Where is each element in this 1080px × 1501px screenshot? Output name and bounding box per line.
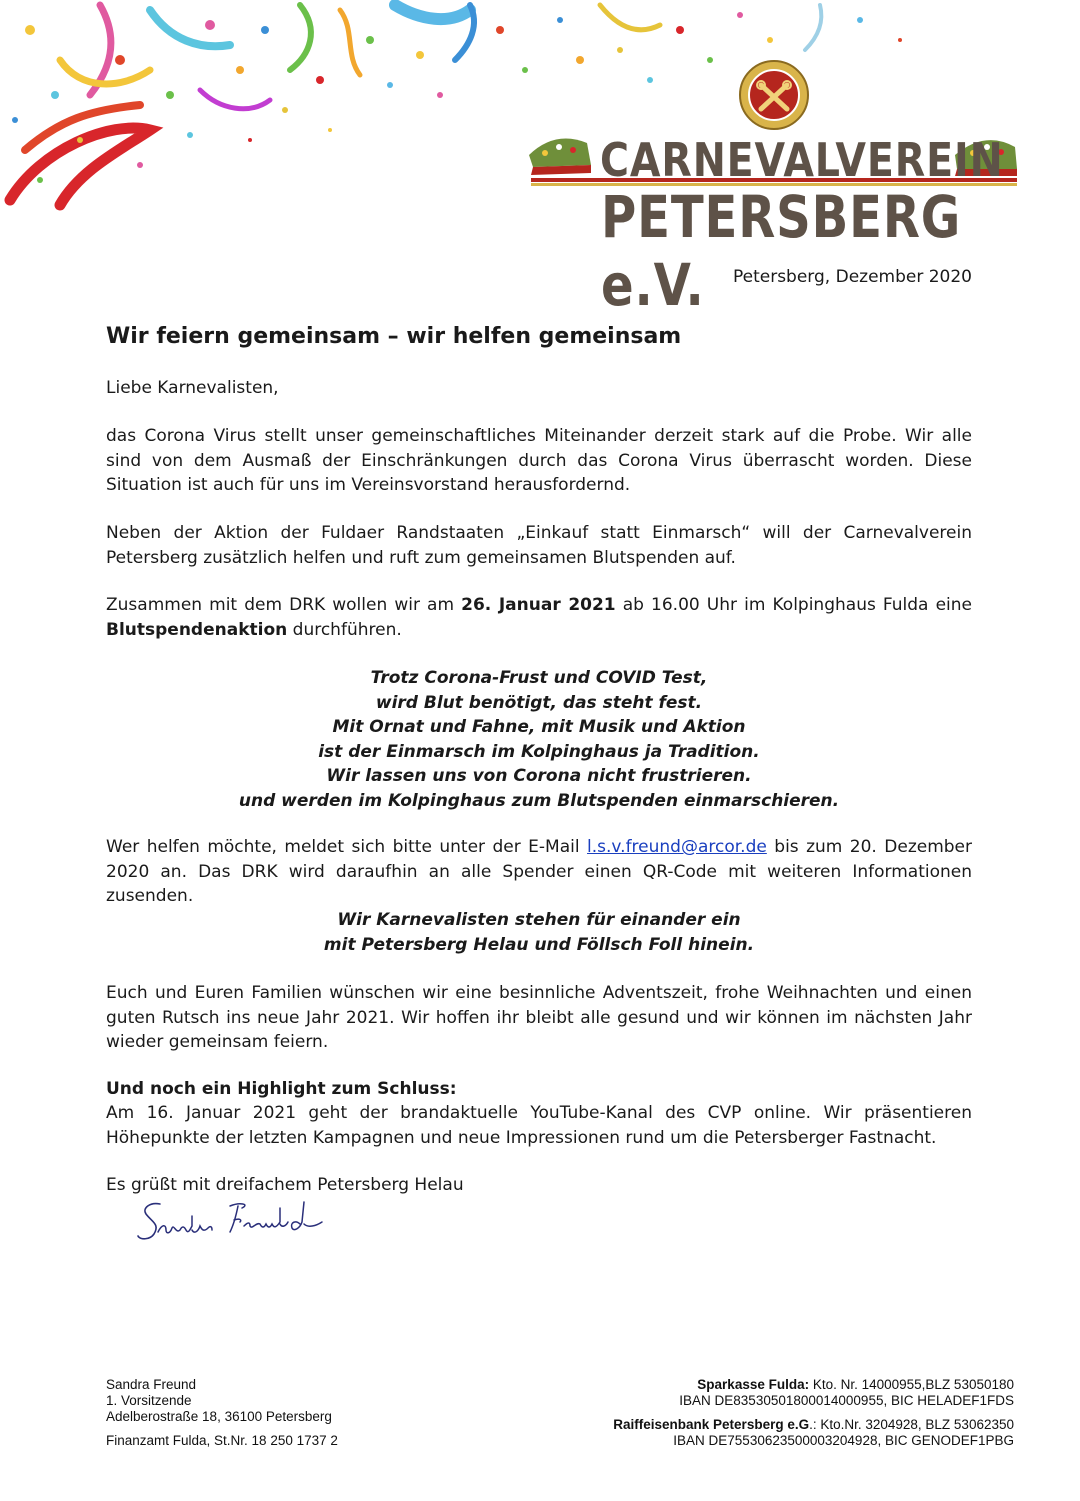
text-span: durchführen. — [287, 619, 402, 640]
highlight-heading-text: Und noch ein Highlight zum Schluss: — [106, 1079, 457, 1099]
bank2-name: Raiffeisenbank Petersberg e.G — [613, 1417, 810, 1432]
footer-contact — [106, 1377, 338, 1449]
event-name: Blutspendenaktion — [106, 619, 288, 640]
poem-line: und werden im Kolpinghaus zum Blutspenden einmarschieren. — [238, 790, 840, 811]
closing: Es grüßt mit dreifachem Petersberg Helau — [106, 1175, 464, 1195]
paragraph-signup — [106, 835, 972, 909]
paragraph-youtube: Am 16. Januar 2021 geht der brandaktuelle YouTube-Kanal des CVP online. Wir präsentieren Höhepunkte der letzten Kampagnen und neue Impressionen rund um die Petersberger Fastnacht. — [106, 1103, 972, 1148]
poem-line: Wir Karnevalisten stehen für einander ein — [337, 910, 741, 930]
poem-line: ist der Einmarsch im Kolpinghaus ja Tradition. — [318, 741, 760, 762]
bank1-details: Kto. Nr. 14000955,BLZ 53050180 — [809, 1377, 1014, 1392]
greeting: Liebe Karnevalisten, — [106, 378, 279, 398]
bank2-line — [613, 1417, 1014, 1433]
letter-title: Wir feiern gemeinsam – wir helfen gemeinsam — [106, 324, 682, 349]
poem-line: wird Blut benötigt, das steht fest. — [375, 692, 703, 713]
poem-1 — [106, 666, 972, 813]
logo-line-2: PETERSBERG e.V. — [601, 183, 962, 319]
bank2-details: .: Kto.Nr. 3204928, BLZ 53062350 — [809, 1417, 1014, 1432]
footer-address: Adelberostraße 18, 36100 Petersberg — [106, 1409, 332, 1424]
paragraph-blood-drive — [106, 593, 972, 642]
spacer — [613, 1409, 1014, 1417]
poem-line: mit Petersberg Helau und Föllsch Foll hinein. — [323, 934, 755, 955]
poem-2 — [106, 908, 972, 957]
text-span: bis zum 20. Dezember 2020 an. Das DRK wird daraufhin an alle Spender einen QR-Code mit weiteren Informationen zusenden. — [106, 837, 973, 906]
text-span: Zusammen mit dem DRK wollen wir am — [106, 595, 462, 615]
text-span: Wer helfen möchte, meldet sich bitte unter der E-Mail — [106, 837, 588, 857]
bank1-iban: IBAN DE83530501800014000955, BIC HELADEF1FDS — [679, 1393, 1014, 1408]
footer-tax: Finanzamt Fulda, St.Nr. 18 250 1737 2 — [106, 1433, 338, 1448]
letter-date: Petersberg, Dezember 2020 — [732, 267, 972, 287]
bank1-line — [613, 1377, 1014, 1393]
email-link[interactable]: l.s.v.freund@arcor.de — [587, 837, 767, 857]
event-date: 26. Januar 2021 — [461, 595, 616, 615]
text-span: ab 16.00 Uhr im Kolpinghaus Fulda eine — [615, 595, 972, 615]
poem-line: Trotz Corona-Frust und COVID Test, — [370, 668, 708, 688]
poem-line: Mit Ornat und Fahne, mit Musik und Aktion — [332, 717, 746, 737]
spacer — [106, 1425, 338, 1433]
handwritten-signature — [130, 1192, 330, 1252]
footer-role: 1. Vorsitzende — [106, 1393, 192, 1408]
footer-name: Sandra Freund — [106, 1377, 197, 1392]
poem-line: Wir lassen uns von Corona nicht frustrieren. — [326, 766, 752, 786]
footer-bank-details — [613, 1377, 1014, 1449]
logo-line-1: CARNEVALVEREIN — [600, 133, 1004, 187]
highlight-heading — [106, 1077, 972, 1102]
bank1-name: Sparkasse Fulda: — [697, 1377, 810, 1392]
paragraph-campaign: Neben der Aktion der Fuldaer Randstaaten „Einkauf statt Einmarsch“ will der Carnevalverein Petersberg zusätzlich helfen und ruft zum gemeinsamen Blutspenden auf. — [106, 523, 972, 568]
paragraph-intro: das Corona Virus stellt unser gemeinschaftliches Miteinander derzeit stark auf die Probe. Wir alle sind von dem Ausmaß der Einschränkungen durch das Corona Virus überrascht worden. Diese Situation ist auch für uns im Vereinsvorstand herausfordernd. — [106, 426, 972, 495]
paragraph-wishes: Euch und Euren Familien wünschen wir eine besinnliche Adventszeit, frohe Weihnachten und einen guten Rutsch ins neue Jahr 2021. Wir hoffen ihr bleibt alle gesund und wir können im nächsten Jahr wieder gemeinsam feiern. — [106, 983, 972, 1052]
bank2-iban: IBAN DE75530623500003204928, BIC GENODEF1PBG — [673, 1433, 1014, 1448]
